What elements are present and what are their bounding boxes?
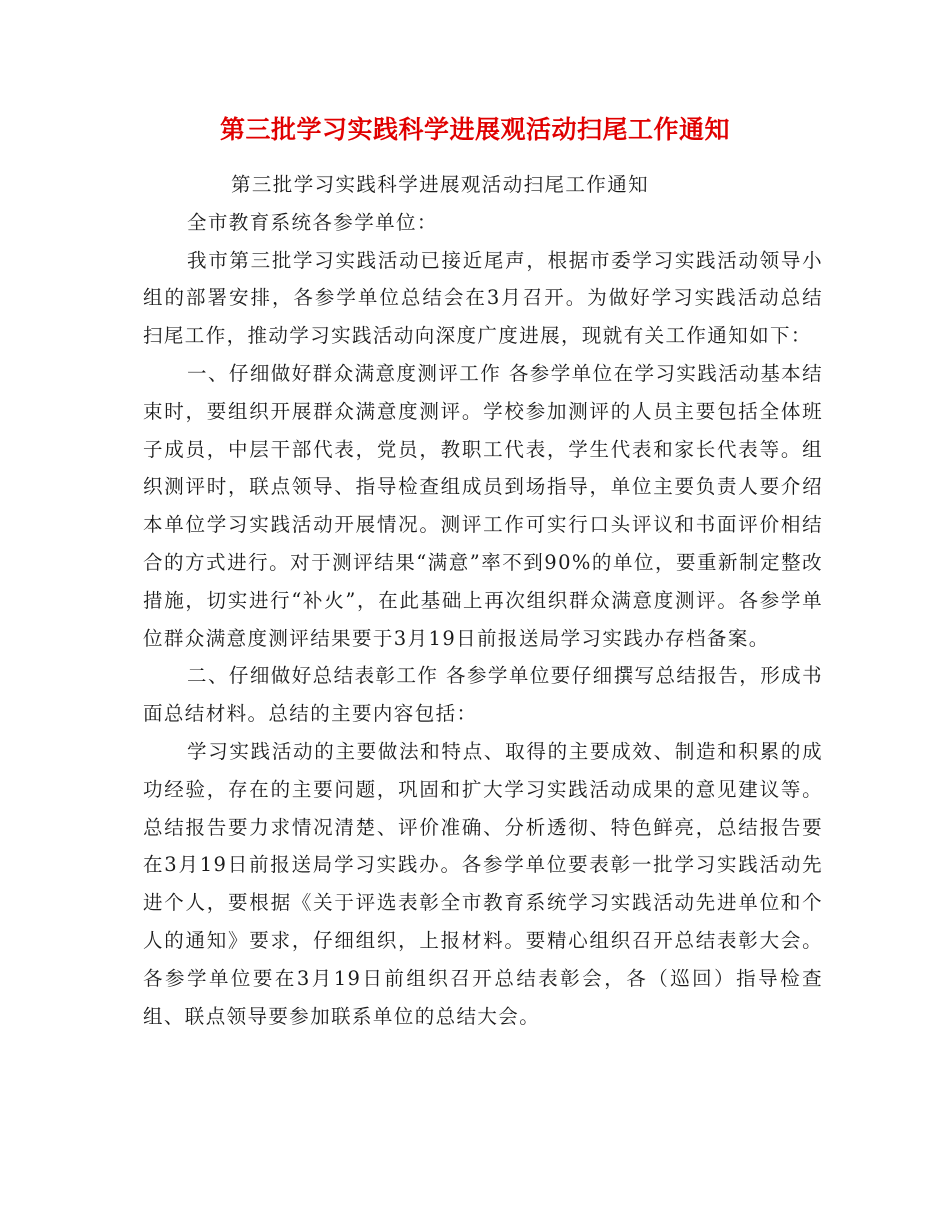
document-body bbox=[143, 166, 823, 1035]
salutation: 全市教育系统各参学单位： bbox=[187, 210, 438, 234]
paragraph-section-one: 一、仔细做好群众满意度测评工作 各参学单位在学习实践活动基本结束时，要组织开展群众满意度测评。学校参加测评的人员主要包括全体班子成员，中层干部代表，党员，教职工代表，学生代表和家长代表等。组织测评时，联点领导、指导检查组成员到场指导，单位主要负责人要介绍本单位学习实践活动开展情况。测评工作可实行口头评议和书面评价相结合的方式进行。对于测评结果“满意”率不到90%的单位，要重新制定整改措施，切实进行“补火”，在此基础上再次组织群众满意度测评。各参学单位群众满意度测评结果要于3月19日前报送局学习实践办存档备案。 bbox=[143, 361, 823, 650]
paragraph-section-two: 二、仔细做好总结表彰工作 各参学单位要仔细撰写总结报告，形成书面总结材料。总结的主要内容包括： bbox=[143, 664, 823, 726]
paragraph-summary-content: 学习实践活动的主要做法和特点、取得的主要成效、制造和积累的成功经验，存在的主要问题，巩固和扩大学习实践活动成果的意见建议等。总结报告要力求情况清楚、评价准确、分析透彻、特色鲜亮，总结报告要在3月19日前报送局学习实践办。各参学单位要表彰一批学习实践活动先进个人，要根据《关于评选表彰全市教育系统学习实践活动先进单位和个人的通知》要求，仔细组织，上报材料。要精心组织召开总结表彰大会。各参学单位要在3月19日前组织召开总结表彰会，各（巡回）指导检查组、联点领导要参加联系单位的总结大会。 bbox=[143, 739, 823, 1028]
paragraph-intro: 我市第三批学习实践活动已接近尾声，根据市委学习实践活动领导小组的部署安排，各参学单位总结会在3月召开。为做好学习实践活动总结扫尾工作，推动学习实践活动向深度广度进展，现就有关工作通知如下： bbox=[143, 248, 823, 348]
document-subtitle: 第三批学习实践科学进展观活动扫尾工作通知 bbox=[231, 173, 650, 196]
document-title: 第三批学习实践科学进展观活动扫尾工作通知 bbox=[219, 115, 730, 144]
